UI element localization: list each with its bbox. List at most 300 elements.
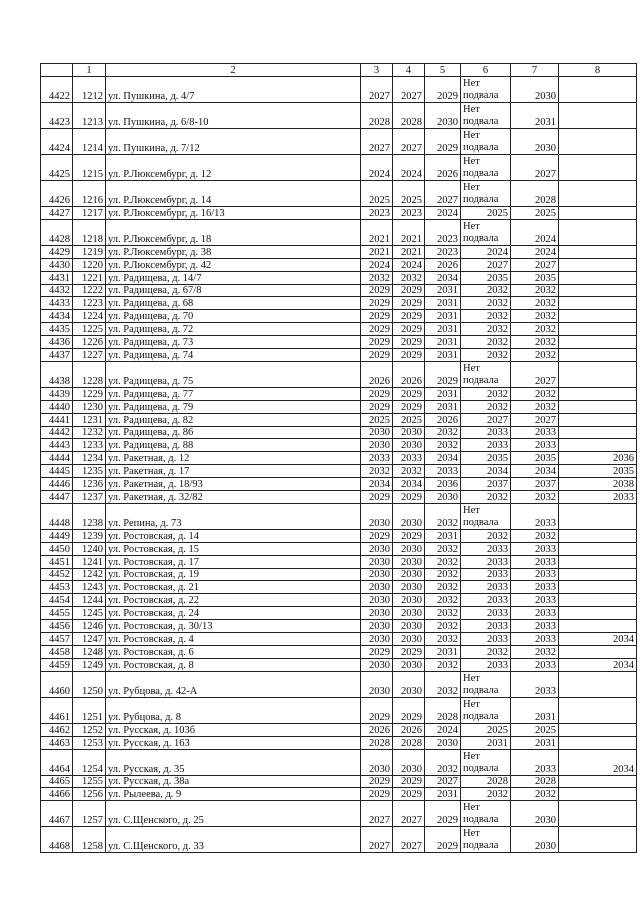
col3-cell: 2029: [361, 336, 393, 349]
col7-cell: 2027: [511, 413, 559, 426]
object-id-cell: 1217: [73, 207, 106, 220]
col8-cell: [559, 775, 637, 788]
col8-cell: [559, 297, 637, 310]
col7-cell: 2033: [511, 671, 559, 697]
col3-cell: 2029: [361, 297, 393, 310]
table-row: [41, 297, 637, 310]
col3-cell: 2029: [361, 387, 393, 400]
col3-cell: 2030: [361, 439, 393, 452]
header-cell: [41, 64, 73, 77]
col3-cell: 2026: [361, 723, 393, 736]
row-number-cell: 4428: [41, 219, 73, 245]
col3-cell: 2034: [361, 478, 393, 491]
col4-cell: 2027: [393, 801, 425, 827]
object-id-cell: 1250: [73, 671, 106, 697]
col6-cell: 2033: [461, 607, 511, 620]
col7-cell: 2035: [511, 271, 559, 284]
row-number-cell: 4437: [41, 349, 73, 362]
col3-cell: 2027: [361, 801, 393, 827]
col6-cell: 2032: [461, 387, 511, 400]
col5-cell: 2030: [425, 736, 461, 749]
col6-cell: Нет подвала: [461, 219, 511, 245]
col7-cell: 2027: [511, 155, 559, 181]
col8-cell: [559, 568, 637, 581]
table-row: [41, 361, 637, 387]
col5-cell: 2032: [425, 581, 461, 594]
col6-cell: 2032: [461, 310, 511, 323]
col7-cell: 2033: [511, 568, 559, 581]
object-id-cell: 1238: [73, 503, 106, 529]
row-number-cell: 4431: [41, 271, 73, 284]
col6-cell: Нет подвала: [461, 749, 511, 775]
table-row: [41, 323, 637, 336]
col7-cell: 2037: [511, 478, 559, 491]
col6-cell: 2033: [461, 594, 511, 607]
address-cell: ул. С.Щенского, д. 33: [106, 827, 361, 853]
col8-cell: 2034: [559, 658, 637, 671]
row-number-cell: 4427: [41, 207, 73, 220]
col7-cell: 2033: [511, 749, 559, 775]
object-id-cell: 1257: [73, 801, 106, 827]
col8-cell: [559, 671, 637, 697]
table-row: [41, 207, 637, 220]
object-id-cell: 1255: [73, 775, 106, 788]
col4-cell: 2030: [393, 426, 425, 439]
col8-cell: [559, 801, 637, 827]
row-number-cell: 4466: [41, 788, 73, 801]
row-number-cell: 4440: [41, 400, 73, 413]
address-cell: ул. Русская, д. 38а: [106, 775, 361, 788]
address-cell: ул. Ростовская, д. 19: [106, 568, 361, 581]
col3-cell: 2029: [361, 645, 393, 658]
table-row: [41, 219, 637, 245]
row-number-cell: 4462: [41, 723, 73, 736]
col7-cell: 2033: [511, 620, 559, 633]
col5-cell: 2031: [425, 349, 461, 362]
table-row: [41, 581, 637, 594]
col4-cell: 2030: [393, 658, 425, 671]
col8-cell: [559, 310, 637, 323]
col6-cell: 2033: [461, 555, 511, 568]
col3-cell: 2029: [361, 310, 393, 323]
row-number-cell: 4456: [41, 620, 73, 633]
row-number-cell: 4460: [41, 671, 73, 697]
col8-cell: [559, 607, 637, 620]
address-cell: ул. Ростовская, д. 8: [106, 658, 361, 671]
col4-cell: 2023: [393, 207, 425, 220]
col6-cell: 2032: [461, 297, 511, 310]
col7-cell: 2032: [511, 645, 559, 658]
col5-cell: 2036: [425, 478, 461, 491]
header-cell: 2: [106, 64, 361, 77]
col4-cell: 2024: [393, 258, 425, 271]
object-id-cell: 1218: [73, 219, 106, 245]
col3-cell: 2030: [361, 658, 393, 671]
object-id-cell: 1237: [73, 491, 106, 504]
col7-cell: 2028: [511, 181, 559, 207]
col7-cell: 2033: [511, 594, 559, 607]
col3-cell: 2030: [361, 555, 393, 568]
col7-cell: 2035: [511, 452, 559, 465]
col5-cell: 2027: [425, 181, 461, 207]
col8-cell: 2033: [559, 491, 637, 504]
address-cell: ул. Пушкина, д. 6/8-10: [106, 103, 361, 129]
col5-cell: 2033: [425, 465, 461, 478]
col5-cell: 2031: [425, 336, 461, 349]
row-number-cell: 4439: [41, 387, 73, 400]
col4-cell: 2033: [393, 452, 425, 465]
object-id-cell: 1252: [73, 723, 106, 736]
col4-cell: 2030: [393, 671, 425, 697]
col3-cell: 2032: [361, 271, 393, 284]
col4-cell: 2029: [393, 284, 425, 297]
address-cell: ул. Репина, д. 73: [106, 503, 361, 529]
row-number-cell: 4426: [41, 181, 73, 207]
col8-cell: [559, 723, 637, 736]
register-table: [40, 63, 637, 853]
object-id-cell: 1234: [73, 452, 106, 465]
col7-cell: 2031: [511, 697, 559, 723]
col4-cell: 2028: [393, 736, 425, 749]
col7-cell: 2034: [511, 465, 559, 478]
header-cell: 4: [393, 64, 425, 77]
col8-cell: [559, 736, 637, 749]
row-number-cell: 4451: [41, 555, 73, 568]
col5-cell: 2032: [425, 633, 461, 646]
object-id-cell: 1229: [73, 387, 106, 400]
col3-cell: 2029: [361, 323, 393, 336]
col5-cell: 2029: [425, 77, 461, 103]
object-id-cell: 1226: [73, 336, 106, 349]
col5-cell: 2032: [425, 439, 461, 452]
col8-cell: [559, 336, 637, 349]
col6-cell: Нет подвала: [461, 181, 511, 207]
col4-cell: 2021: [393, 219, 425, 245]
table-row: [41, 645, 637, 658]
address-cell: ул. Радищева, д. 67/8: [106, 284, 361, 297]
address-cell: ул. Радищева, д. 77: [106, 387, 361, 400]
col3-cell: 2030: [361, 581, 393, 594]
col6-cell: Нет подвала: [461, 801, 511, 827]
row-number-cell: 4465: [41, 775, 73, 788]
col7-cell: 2033: [511, 633, 559, 646]
address-cell: ул. Русская, д. 163: [106, 736, 361, 749]
col3-cell: 2029: [361, 284, 393, 297]
col6-cell: 2037: [461, 478, 511, 491]
col7-cell: 2032: [511, 310, 559, 323]
col6-cell: 2035: [461, 452, 511, 465]
object-id-cell: 1230: [73, 400, 106, 413]
address-cell: ул. Ростовская, д. 21: [106, 581, 361, 594]
col6-cell: 2033: [461, 620, 511, 633]
table-row: [41, 568, 637, 581]
col5-cell: 2023: [425, 219, 461, 245]
col6-cell: Нет подвала: [461, 155, 511, 181]
col8-cell: [559, 219, 637, 245]
col3-cell: 2030: [361, 633, 393, 646]
object-id-cell: 1232: [73, 426, 106, 439]
col4-cell: 2027: [393, 77, 425, 103]
col8-cell: [559, 645, 637, 658]
col3-cell: 2029: [361, 400, 393, 413]
col6-cell: 2024: [461, 245, 511, 258]
col4-cell: 2029: [393, 491, 425, 504]
object-id-cell: 1220: [73, 258, 106, 271]
col6-cell: Нет подвала: [461, 697, 511, 723]
col8-cell: [559, 542, 637, 555]
row-number-cell: 4443: [41, 439, 73, 452]
col3-cell: 2029: [361, 349, 393, 362]
col7-cell: 2032: [511, 491, 559, 504]
col4-cell: 2034: [393, 478, 425, 491]
row-number-cell: 4448: [41, 503, 73, 529]
row-number-cell: 4457: [41, 633, 73, 646]
col8-cell: [559, 245, 637, 258]
col5-cell: 2034: [425, 452, 461, 465]
col7-cell: 2032: [511, 284, 559, 297]
table-row: [41, 129, 637, 155]
col5-cell: 2032: [425, 568, 461, 581]
col5-cell: 2031: [425, 788, 461, 801]
col6-cell: 2033: [461, 439, 511, 452]
address-cell: ул. Радищева, д. 82: [106, 413, 361, 426]
col4-cell: 2030: [393, 620, 425, 633]
table-row: [41, 542, 637, 555]
col5-cell: 2028: [425, 697, 461, 723]
col7-cell: 2032: [511, 400, 559, 413]
col3-cell: 2030: [361, 749, 393, 775]
object-id-cell: 1215: [73, 155, 106, 181]
col3-cell: 2029: [361, 788, 393, 801]
col8-cell: [559, 129, 637, 155]
col8-cell: [559, 555, 637, 568]
col6-cell: Нет подвала: [461, 103, 511, 129]
address-cell: ул. Р.Люксембург, д. 14: [106, 181, 361, 207]
col8-cell: [559, 284, 637, 297]
address-cell: ул. Радищева, д. 68: [106, 297, 361, 310]
address-cell: ул. Ракетная, д. 32/82: [106, 491, 361, 504]
object-id-cell: 1221: [73, 271, 106, 284]
col6-cell: 2032: [461, 491, 511, 504]
col5-cell: 2031: [425, 284, 461, 297]
col4-cell: 2030: [393, 568, 425, 581]
col4-cell: 2029: [393, 697, 425, 723]
col6-cell: 2028: [461, 775, 511, 788]
col4-cell: 2029: [393, 788, 425, 801]
row-number-cell: 4464: [41, 749, 73, 775]
object-id-cell: 1240: [73, 542, 106, 555]
row-number-cell: 4436: [41, 336, 73, 349]
table-row: [41, 697, 637, 723]
col5-cell: 2023: [425, 245, 461, 258]
col7-cell: 2025: [511, 207, 559, 220]
row-number-cell: 4467: [41, 801, 73, 827]
col6-cell: 2032: [461, 284, 511, 297]
table-row: [41, 465, 637, 478]
object-id-cell: 1231: [73, 413, 106, 426]
col5-cell: 2029: [425, 801, 461, 827]
col6-cell: Нет подвала: [461, 361, 511, 387]
col5-cell: 2032: [425, 426, 461, 439]
col4-cell: 2029: [393, 387, 425, 400]
address-cell: ул. Радищева, д. 86: [106, 426, 361, 439]
col4-cell: 2030: [393, 633, 425, 646]
col3-cell: 2032: [361, 465, 393, 478]
object-id-cell: 1227: [73, 349, 106, 362]
object-id-cell: 1239: [73, 529, 106, 542]
col8-cell: [559, 581, 637, 594]
col4-cell: 2025: [393, 181, 425, 207]
col7-cell: 2032: [511, 529, 559, 542]
col6-cell: 2032: [461, 529, 511, 542]
col6-cell: Нет подвала: [461, 129, 511, 155]
row-number-cell: 4468: [41, 827, 73, 853]
address-cell: ул. Рубцова, д. 42-А: [106, 671, 361, 697]
address-cell: ул. Радищева, д. 73: [106, 336, 361, 349]
col7-cell: 2032: [511, 788, 559, 801]
table-row: [41, 658, 637, 671]
col4-cell: 2029: [393, 400, 425, 413]
row-number-cell: 4442: [41, 426, 73, 439]
address-cell: ул. Ростовская, д. 17: [106, 555, 361, 568]
col8-cell: [559, 155, 637, 181]
table-row: [41, 749, 637, 775]
table-row: [41, 503, 637, 529]
col7-cell: 2027: [511, 258, 559, 271]
col7-cell: 2031: [511, 103, 559, 129]
col6-cell: 2033: [461, 658, 511, 671]
table-row: [41, 155, 637, 181]
col3-cell: 2021: [361, 245, 393, 258]
col8-cell: [559, 361, 637, 387]
row-number-cell: 4444: [41, 452, 73, 465]
col6-cell: 2032: [461, 645, 511, 658]
col8-cell: [559, 323, 637, 336]
col4-cell: 2030: [393, 607, 425, 620]
address-cell: ул. Радищева, д. 14/7: [106, 271, 361, 284]
col4-cell: 2029: [393, 297, 425, 310]
col6-cell: 2035: [461, 271, 511, 284]
col5-cell: 2034: [425, 271, 461, 284]
row-number-cell: 4425: [41, 155, 73, 181]
address-cell: ул. Ростовская, д. 30/13: [106, 620, 361, 633]
object-id-cell: 1233: [73, 439, 106, 452]
object-id-cell: 1224: [73, 310, 106, 323]
table-row: [41, 181, 637, 207]
col3-cell: 2027: [361, 827, 393, 853]
col8-cell: [559, 827, 637, 853]
object-id-cell: 1251: [73, 697, 106, 723]
table-row: [41, 245, 637, 258]
object-id-cell: 1214: [73, 129, 106, 155]
table-row: [41, 788, 637, 801]
col8-cell: [559, 258, 637, 271]
col7-cell: 2033: [511, 503, 559, 529]
col3-cell: 2028: [361, 736, 393, 749]
col4-cell: 2030: [393, 503, 425, 529]
object-id-cell: 1247: [73, 633, 106, 646]
col8-cell: [559, 413, 637, 426]
col5-cell: 2029: [425, 361, 461, 387]
table-row: [41, 349, 637, 362]
col3-cell: 2029: [361, 529, 393, 542]
col8-cell: 2038: [559, 478, 637, 491]
table-row: [41, 827, 637, 853]
col7-cell: 2033: [511, 439, 559, 452]
col8-cell: 2034: [559, 633, 637, 646]
col3-cell: 2030: [361, 503, 393, 529]
col5-cell: 2032: [425, 749, 461, 775]
object-id-cell: 1254: [73, 749, 106, 775]
col3-cell: 2029: [361, 491, 393, 504]
address-cell: ул. Р.Люксембург, д. 38: [106, 245, 361, 258]
col3-cell: 2024: [361, 155, 393, 181]
row-number-cell: 4446: [41, 478, 73, 491]
row-number-cell: 4433: [41, 297, 73, 310]
col8-cell: [559, 426, 637, 439]
col3-cell: 2030: [361, 568, 393, 581]
col8-cell: [559, 181, 637, 207]
row-number-cell: 4463: [41, 736, 73, 749]
col3-cell: 2021: [361, 219, 393, 245]
row-number-cell: 4422: [41, 77, 73, 103]
col6-cell: 2034: [461, 465, 511, 478]
row-number-cell: 4434: [41, 310, 73, 323]
col5-cell: 2031: [425, 323, 461, 336]
table-row: [41, 426, 637, 439]
col7-cell: 2030: [511, 77, 559, 103]
header-cell: 1: [73, 64, 106, 77]
col6-cell: 2027: [461, 258, 511, 271]
object-id-cell: 1216: [73, 181, 106, 207]
col8-cell: [559, 529, 637, 542]
col6-cell: 2032: [461, 400, 511, 413]
col3-cell: 2029: [361, 775, 393, 788]
object-id-cell: 1236: [73, 478, 106, 491]
col4-cell: 2024: [393, 155, 425, 181]
col6-cell: 2033: [461, 426, 511, 439]
col4-cell: 2032: [393, 465, 425, 478]
object-id-cell: 1249: [73, 658, 106, 671]
col5-cell: 2032: [425, 503, 461, 529]
col7-cell: 2028: [511, 775, 559, 788]
col3-cell: 2030: [361, 620, 393, 633]
col7-cell: 2032: [511, 297, 559, 310]
row-number-cell: 4438: [41, 361, 73, 387]
col6-cell: 2031: [461, 736, 511, 749]
address-cell: ул. Р.Люксембург, д. 18: [106, 219, 361, 245]
header-row: [41, 64, 637, 77]
col4-cell: 2021: [393, 245, 425, 258]
address-cell: ул. Ракетная, д. 12: [106, 452, 361, 465]
col5-cell: 2029: [425, 827, 461, 853]
table-row: [41, 594, 637, 607]
col8-cell: [559, 349, 637, 362]
col8-cell: [559, 594, 637, 607]
col7-cell: 2033: [511, 426, 559, 439]
col6-cell: 2025: [461, 207, 511, 220]
col5-cell: 2031: [425, 529, 461, 542]
col5-cell: 2026: [425, 155, 461, 181]
address-cell: ул. Ростовская, д. 24: [106, 607, 361, 620]
table-row: [41, 555, 637, 568]
col5-cell: 2032: [425, 620, 461, 633]
col5-cell: 2032: [425, 594, 461, 607]
address-cell: ул. Рылеева, д. 9: [106, 788, 361, 801]
object-id-cell: 1212: [73, 77, 106, 103]
col5-cell: 2027: [425, 775, 461, 788]
table-row: [41, 723, 637, 736]
